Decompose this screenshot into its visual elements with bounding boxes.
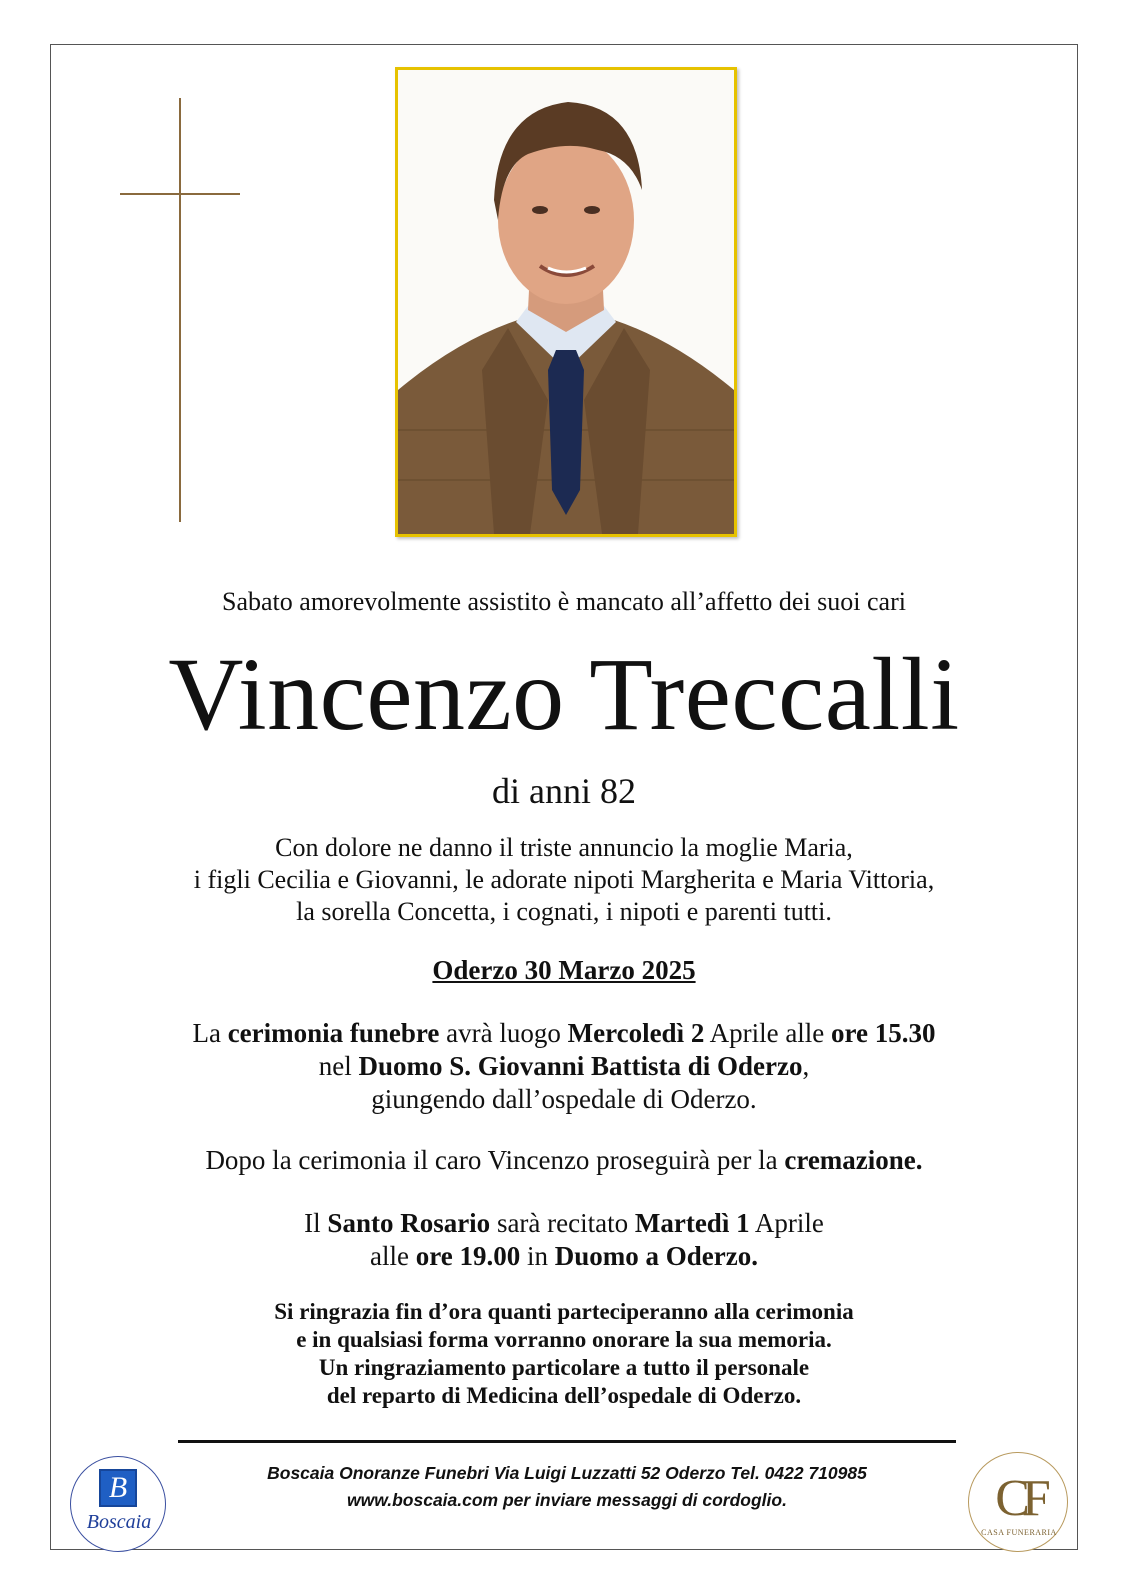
deceased-name: Vincenzo Treccalli	[168, 637, 960, 752]
cremation-info	[60, 1145, 1068, 1176]
rosary-info	[60, 1207, 1068, 1273]
casa-funeraria-subtitle: CASA FUNERARIA	[981, 1528, 1057, 1537]
place-date: Oderzo 30 Marzo 2025	[432, 955, 696, 985]
ceremony-type: cerimonia funebre	[227, 1018, 440, 1048]
rosary-title: Santo Rosario	[327, 1208, 491, 1238]
ceremony-info	[60, 1017, 1068, 1116]
casa-funeraria-logo	[968, 1452, 1068, 1552]
ceremony-text: ,	[802, 1051, 810, 1081]
footer-address: Boscaia Onoranze Funebri Via Luigi Luzzatti 52 Oderzo Tel. 0422 710985	[267, 1463, 867, 1483]
ceremony-line: giungendo dall’ospedale di Oderzo.	[371, 1084, 757, 1114]
announcement-line: la sorella Concetta, i cognati, i nipoti e parenti tutti.	[296, 897, 832, 926]
rosary-text: alle	[370, 1241, 416, 1271]
ceremony-day: Mercoledì 2	[567, 1018, 705, 1048]
rosary-text: sarà recitato	[490, 1208, 635, 1238]
casa-funeraria-monogram: CF	[995, 1470, 1043, 1527]
boscaia-logo-word: Boscaia	[86, 1511, 152, 1533]
announcement-line: i figli Cecilia e Giovanni, le adorate nipoti Margherita e Maria Vittoria,	[193, 865, 935, 894]
ceremony-text: La	[192, 1018, 228, 1048]
thanks-line: e in qualsiasi forma vorranno onorare la sua memoria.	[296, 1327, 832, 1352]
thanks-line: Un ringraziamento particolare a tutto il personale	[318, 1355, 810, 1380]
ceremony-time: ore 15.30	[831, 1018, 936, 1048]
rosary-time: ore 19.00	[415, 1241, 521, 1271]
boscaia-logo-letter: B	[99, 1469, 137, 1507]
deceased-age: di anni 82	[492, 771, 636, 811]
thanks-line: Si ringrazia fin d’ora quanti parteciperanno alla cerimonia	[274, 1299, 854, 1324]
announcement	[60, 832, 1068, 928]
ceremony-text: Aprile alle	[704, 1018, 832, 1048]
rosary-day: Martedì 1	[634, 1208, 750, 1238]
cremation-text: Dopo la cerimonia il caro Vincenzo proseguirà per la	[205, 1145, 785, 1175]
portrait-photo	[395, 67, 737, 537]
ceremony-venue: Duomo S. Giovanni Battista di Oderzo	[358, 1051, 803, 1081]
rosary-line	[60, 1207, 1068, 1240]
rosary-text: Il	[304, 1208, 328, 1238]
ceremony-text: avrà luogo	[439, 1018, 568, 1048]
thanks-text	[60, 1298, 1068, 1410]
announcement-line: Con dolore ne danno il triste annuncio la moglie Maria,	[275, 833, 853, 862]
rosary-line	[60, 1240, 1068, 1273]
thanks-line: del reparto di Medicina dell’ospedale di Oderzo.	[326, 1383, 802, 1408]
ceremony-line	[60, 1017, 1068, 1050]
footer-divider	[178, 1440, 956, 1443]
ceremony-text: nel	[318, 1051, 359, 1081]
cremation-word: cremazione.	[784, 1145, 923, 1175]
rosary-text: in	[520, 1241, 555, 1271]
footer-website: www.boscaia.com per inviare messaggi di cordoglio.	[347, 1490, 787, 1510]
intro-text: Sabato amorevolmente assistito è mancato all’affetto dei suoi cari	[222, 587, 906, 616]
rosary-text: Aprile	[749, 1208, 824, 1238]
rosary-venue: Duomo a Oderzo.	[554, 1241, 758, 1271]
boscaia-logo	[70, 1456, 166, 1552]
ceremony-line	[60, 1050, 1068, 1083]
